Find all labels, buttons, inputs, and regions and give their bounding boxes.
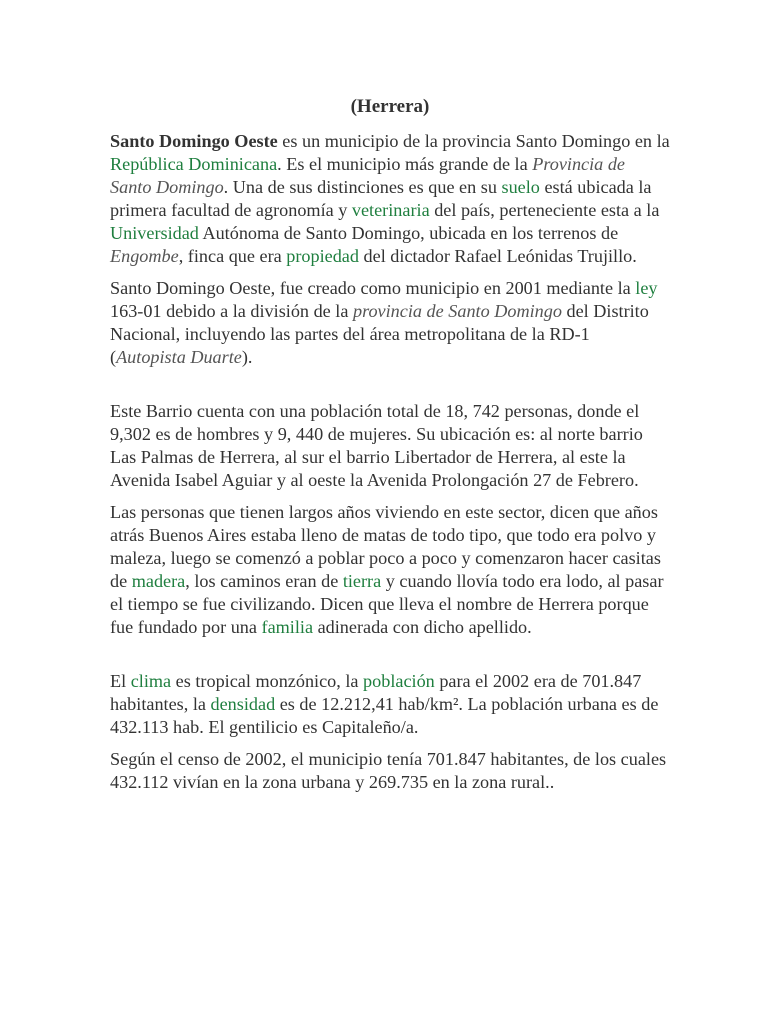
- text: , los caminos eran de: [185, 571, 343, 591]
- link-tierra[interactable]: tierra: [342, 571, 382, 591]
- text: es de 12.212,41 hab/km². La población urbana es de 432.113 hab. El gentilicio es Capitaleño/a.: [110, 694, 659, 737]
- document-page: [110, 90, 670, 794]
- text: . Una de sus distinciones es que en su: [223, 177, 502, 197]
- text: del Distrito Nacional, incluyendo las partes del área metropolitana de la RD-1 (: [110, 301, 649, 367]
- link-madera[interactable]: madera: [131, 571, 186, 591]
- bold-term-santo-domingo-oeste: Santo Domingo Oeste: [110, 131, 278, 151]
- paragraph-creation: [110, 277, 670, 369]
- text: y cuando llovía todo era lodo, al pasar el tiempo se fue civilizando. Dicen que lleva el nombre de Herrera porque fue fundado por una: [110, 571, 664, 637]
- text: del dictador Rafael Leónidas Trujillo.: [358, 246, 637, 266]
- link-republica-dominicana[interactable]: República Dominicana: [110, 154, 278, 174]
- paragraph-intro: [110, 130, 670, 268]
- paragraph-climate: [110, 670, 670, 739]
- paragraph-history: [110, 501, 670, 639]
- text: para el 2002 era de 701.847 habitantes, la: [110, 671, 642, 714]
- text: . Es el municipio más grande de la: [277, 154, 533, 174]
- text: Autónoma de Santo Domingo, ubicada en los terrenos de: [198, 223, 619, 243]
- italic-provincia-santo-domingo: Provincia de Santo Domingo: [110, 154, 625, 197]
- link-suelo[interactable]: suelo: [501, 177, 540, 197]
- text: , finca que era: [178, 246, 287, 266]
- text: Las personas que tienen largos años viviendo en este sector, dicen que años atrás Buenos Aires estaba lleno de matas de todo tipo, que todo era polvo y maleza, luego se comenzó a poblar poco a poco y comenzaron hacer casitas de: [110, 502, 661, 591]
- paragraph-census: Según el censo de 2002, el municipio tenía 701.847 habitantes, de los cuales 432.112 vivían en la zona urbana y 269.735 en la zona rural..: [110, 749, 667, 792]
- link-ley[interactable]: ley: [635, 278, 658, 298]
- text: es un municipio de la provincia Santo Domingo en la: [277, 131, 670, 151]
- link-poblacion[interactable]: población: [363, 671, 435, 691]
- text: es tropical monzónico, la: [171, 671, 364, 691]
- link-propiedad[interactable]: propiedad: [286, 246, 359, 266]
- page-title: (Herrera): [350, 96, 430, 117]
- italic-provincia-de-santo-domingo: provincia de Santo Domingo: [352, 301, 562, 321]
- link-familia[interactable]: familia: [261, 617, 314, 637]
- paragraph-population: Este Barrio cuenta con una población total de 18, 742 personas, donde el 9,302 es de hombres y 9, 440 de mujeres. Su ubicación es: al norte barrio Las Palmas de Herrera, al sur el barrio Libertador de Herrera, al este la Avenida Isabel Aguiar y al oeste la Avenida Prolongación 27 de Febrero.: [110, 401, 643, 490]
- text: adinerada con dicho apellido.: [313, 617, 532, 637]
- text: 163-01 debido a la división de la: [110, 301, 353, 321]
- text: El: [110, 671, 131, 691]
- text: ).: [241, 347, 253, 367]
- italic-autopista-duarte: Autopista Duarte: [116, 347, 242, 367]
- italic-engombe: Engombe: [110, 246, 179, 266]
- link-densidad[interactable]: densidad: [210, 694, 276, 714]
- text: Santo Domingo Oeste, fue creado como municipio en 2001 mediante la: [110, 278, 636, 298]
- text: del país, perteneciente esta a la: [429, 200, 660, 220]
- link-clima[interactable]: clima: [130, 671, 172, 691]
- text: está ubicada la primera facultad de agronomía y: [110, 177, 652, 220]
- link-veterinaria[interactable]: veterinaria: [351, 200, 430, 220]
- link-universidad[interactable]: Universidad: [110, 223, 199, 243]
